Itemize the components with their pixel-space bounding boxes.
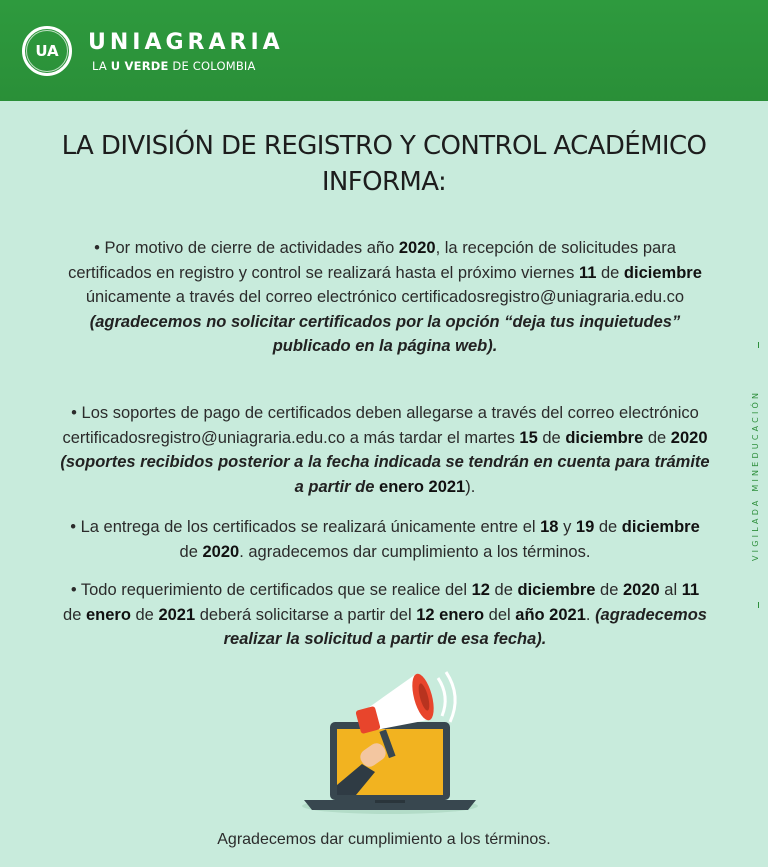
text-segment: al bbox=[659, 581, 682, 599]
text-segment: de bbox=[643, 428, 671, 447]
text-segment: de bbox=[130, 605, 159, 624]
text-segment: (agradecemos realizar la solicitud a partir de esa fecha). bbox=[223, 605, 707, 648]
text-segment: 12 enero bbox=[416, 605, 485, 624]
text-segment: 2020 bbox=[670, 428, 708, 447]
text-segment: de bbox=[595, 581, 623, 599]
text-segment: 2020 bbox=[202, 542, 240, 561]
announcement-item-4 bbox=[60, 578, 710, 652]
text-segment: • Por motivo de cierre de actividades año bbox=[94, 239, 399, 257]
text-segment: 15 bbox=[519, 428, 538, 447]
header-bar bbox=[0, 0, 768, 101]
brand-name: UNIAGRARIA bbox=[88, 30, 284, 55]
side-divider-bottom bbox=[758, 602, 759, 608]
text-segment: año 2021 bbox=[515, 605, 586, 624]
text-segment: 19 bbox=[575, 518, 595, 536]
side-divider-top bbox=[758, 342, 759, 348]
tagline-post: DE COLOMBIA bbox=[168, 59, 256, 73]
text-segment: (agradecemos no solicitar certificados por la opción “deja tus inquietudes” publicado en la página web). bbox=[89, 312, 681, 355]
brand-tagline bbox=[92, 59, 256, 73]
text-segment: deberá solicitarse a partir del bbox=[195, 605, 417, 624]
text-segment: de bbox=[537, 428, 566, 447]
text-segment: de bbox=[594, 518, 622, 536]
text-segment: • Los soportes de pago de certificados deben allegarse a través del correo electrónico certificadosregistro@uniagraria.edu.co a más tardar el martes bbox=[62, 404, 699, 447]
text-segment: del bbox=[484, 605, 516, 624]
text-segment: enero bbox=[85, 605, 131, 624]
text-segment: . agradecemos dar cumplimiento a los términos. bbox=[239, 542, 591, 561]
text-segment: • La entrega de los certificados se realizará únicamente entre el bbox=[70, 518, 541, 536]
text-segment: de bbox=[596, 263, 624, 282]
text-segment: diciembre bbox=[621, 518, 700, 536]
text-segment: 12 bbox=[471, 581, 490, 599]
tagline-bold: U VERDE bbox=[110, 59, 169, 73]
title-line-2: INFORMA: bbox=[321, 167, 447, 197]
text-segment: enero 2021 bbox=[379, 477, 466, 496]
text-segment: diciembre bbox=[517, 581, 596, 599]
logo-initials: UA bbox=[26, 30, 68, 72]
announcement-item-1 bbox=[60, 236, 710, 359]
tagline-pre: LA bbox=[92, 59, 111, 73]
text-segment: (soportes recibidos posterior a la fecha indicada se tendrán en cuenta para trámite a partir de bbox=[60, 453, 710, 496]
announcement-item-2 bbox=[60, 401, 710, 499]
text-segment: , la recepción de solicitudes para certificados en registro y control se realizará hasta el próximo viernes bbox=[68, 239, 676, 282]
text-segment: ). bbox=[465, 477, 476, 496]
text-segment: 11 bbox=[681, 581, 700, 599]
text-segment: • Todo requerimiento de certificados que se realice del bbox=[70, 581, 472, 599]
title-line-1: LA DIVISIÓN DE REGISTRO Y CONTROL ACADÉMICO bbox=[61, 131, 707, 161]
text-segment: y bbox=[558, 518, 576, 536]
text-segment: 2021 bbox=[158, 605, 196, 624]
text-segment: diciembre bbox=[565, 428, 644, 447]
vigilada-label: VIGILADA MINEDUCACIÓN bbox=[751, 389, 760, 561]
text-segment: de bbox=[63, 605, 86, 624]
text-segment: de bbox=[489, 581, 518, 599]
announcement-item-3 bbox=[60, 515, 710, 564]
uniagraria-logo[interactable] bbox=[22, 26, 72, 76]
text-segment: diciembre bbox=[623, 263, 702, 282]
text-segment: 18 bbox=[540, 518, 559, 536]
text-segment: . bbox=[585, 605, 596, 624]
megaphone-laptop-icon bbox=[300, 660, 480, 820]
text-segment: de bbox=[179, 542, 203, 561]
footer-message: Agradecemos dar cumplimiento a los términos. bbox=[217, 831, 551, 848]
text-segment: únicamente a través del correo electrónico certificadosregistro@uniagraria.edu.co bbox=[85, 288, 685, 306]
text-segment: 2020 bbox=[622, 581, 660, 599]
text-segment: 11 bbox=[578, 263, 597, 282]
text-segment: 2020 bbox=[398, 239, 436, 257]
announcement-title bbox=[20, 128, 748, 200]
